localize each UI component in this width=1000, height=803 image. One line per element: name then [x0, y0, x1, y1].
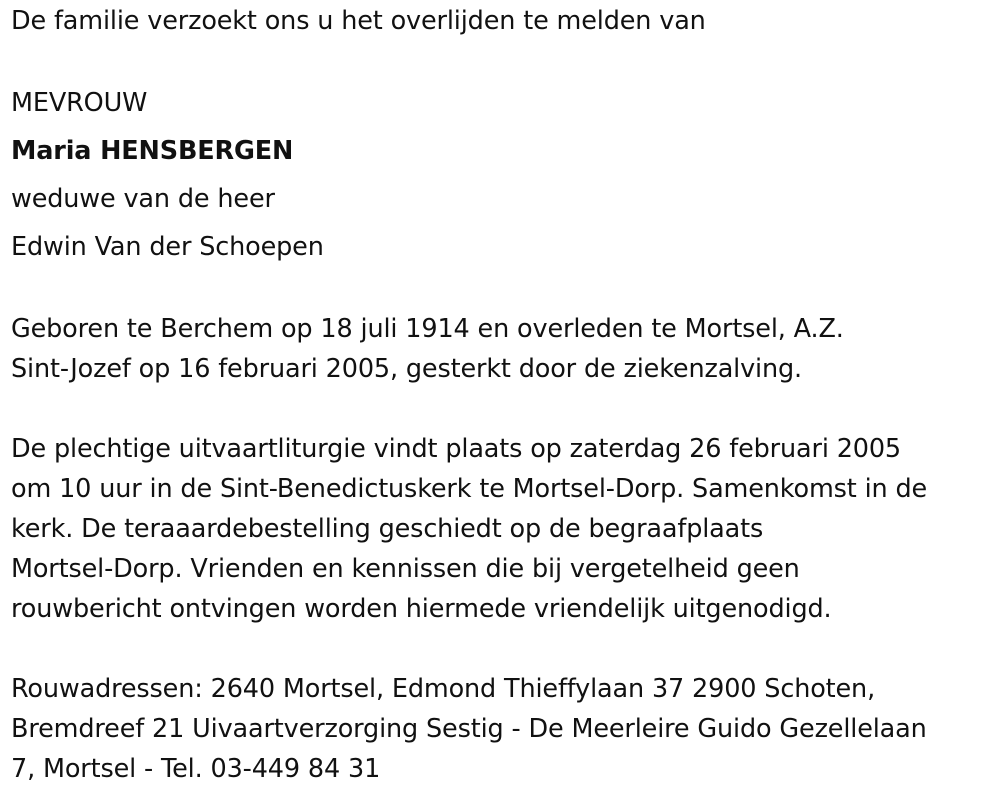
honorific-title: MEVROUW: [11, 88, 148, 118]
paragraph-line: rouwbericht ontvingen worden hiermede vriendelijk uitgenodigd.: [11, 594, 832, 624]
birth-death-paragraph: [11, 309, 991, 389]
paragraph-line: Mortsel-Dorp. Vrienden en kennissen die bij vergetelheid geen: [11, 554, 800, 584]
relation-text: weduwe van de heer: [11, 184, 275, 214]
paragraph-line: Geboren te Berchem op 18 juli 1914 en overleden te Mortsel, A.Z.: [11, 314, 844, 344]
paragraph-line: De plechtige uitvaartliturgie vindt plaats op zaterdag 26 februari 2005: [11, 434, 902, 464]
paragraph-line: Sint-Jozef op 16 februari 2005, gesterkt door de ziekenzalving.: [11, 354, 802, 384]
paragraph-line: 7, Mortsel - Tel. 03-449 84 31: [11, 754, 381, 784]
deceased-name: Maria HENSBERGEN: [11, 136, 294, 166]
addresses-paragraph: [11, 669, 991, 789]
paragraph-line: Rouwadressen: 2640 Mortsel, Edmond Thieffylaan 37 2900 Schoten,: [11, 674, 876, 704]
paragraph-line: kerk. De teraaardebestelling geschiedt op de begraafplaats: [11, 514, 764, 544]
paragraph-line: Bremdreef 21 Uivaartverzorging Sestig - De Meerleire Guido Gezellelaan: [11, 714, 927, 744]
husband-name: Edwin Van der Schoepen: [11, 232, 324, 262]
intro-text: De familie verzoekt ons u het overlijden te melden van: [11, 6, 706, 36]
paragraph-line: om 10 uur in de Sint-Benedictuskerk te Mortsel-Dorp. Samenkomst in de: [11, 474, 928, 504]
funeral-paragraph: [11, 429, 991, 629]
